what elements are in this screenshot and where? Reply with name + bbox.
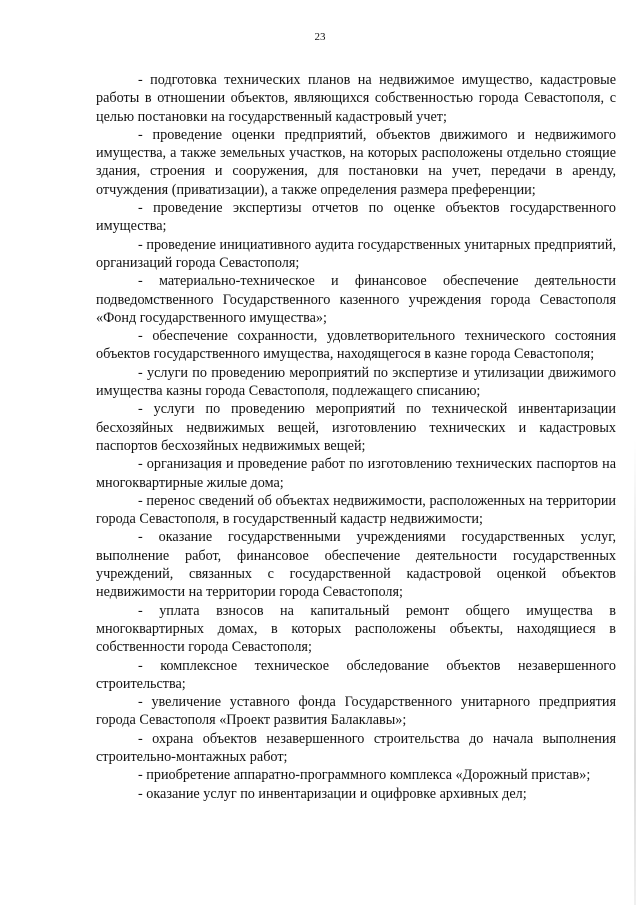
list-item: - услуги по проведению мероприятий по технической инвентаризации бесхозяйных недвижимых вещей, изготовлению технических и кадастровых паспортов бесхозяйных недвижимых вещей; [96, 401, 616, 454]
list-item: - проведение инициативного аудита государственных унитарных предприятий, организаций города Севастополя; [96, 236, 616, 271]
list-item: - материально-техническое и финансовое обеспечение деятельности подведомственного Государственного казенного учреждения города Севастополя «Фонд государственного имущества»; [96, 273, 616, 326]
scan-edge-shadow [634, 440, 636, 905]
page-number: 23 [314, 31, 326, 43]
list-item: - проведение экспертизы отчетов по оценке объектов государственного имущества; [96, 200, 616, 235]
list-item: - перенос сведений об объектах недвижимости, расположенных на территории города Севастополя, в государственный кадастр недвижимости; [96, 492, 616, 528]
list-item: - приобретение аппаратно-программного комплекса «Дорожный пристав»; [138, 767, 591, 784]
list-item: - обеспечение сохранности, удовлетворительного технического состояния объектов государственного имущества, находящегося в казне города Севастополя; [96, 328, 616, 363]
list-item: - оказание услуг по инвентаризации и оцифровке архивных дел; [138, 785, 527, 802]
list-item: - оказание государственными учреждениями государственных услуг, выполнение работ, финансовое обеспечение деятельности государственных учреждений, связанных с государственной кадастровой оценкой объектов недвижимости на территории города Севастополя; [96, 529, 616, 601]
list-item: - комплексное техническое обследование объектов незавершенного строительства; [96, 657, 616, 692]
list-item: - организация и проведение работ по изготовлению технических паспортов на многоквартирные жилые дома; [96, 456, 616, 491]
list-item: - охрана объектов незавершенного строительства до начала выполнения строительно-монтажных работ; [96, 730, 616, 765]
list-item: - услуги по проведению мероприятий по экспертизе и утилизации движимого имущества казны города Севастополя, подлежащего списанию; [96, 364, 616, 400]
document-body [96, 71, 616, 803]
list-item: - проведение оценки предприятий, объектов движимого и недвижимого имущества, а также земельных участков, на которых расположены отдельно стоящие здания, строения и сооружения, для постановки на учет, передачи в аренду, отчуждения (приватизации), а также определения размера преференции; [96, 126, 616, 198]
list-item: - уплата взносов на капитальный ремонт общего имущества в многоквартирных домах, в которых расположены объекты, находящиеся в собственности города Севастополя; [96, 602, 616, 656]
list-item: - увеличение уставного фонда Государственного унитарного предприятия города Севастополя «Проект развития Балаклавы»; [96, 694, 616, 729]
list-item: - подготовка технических планов на недвижимое имущество, кадастровые работы в отношении объектов, являющихся собственностью города Севастополя, с целью постановки на государственный кадастровый учет; [96, 72, 616, 125]
